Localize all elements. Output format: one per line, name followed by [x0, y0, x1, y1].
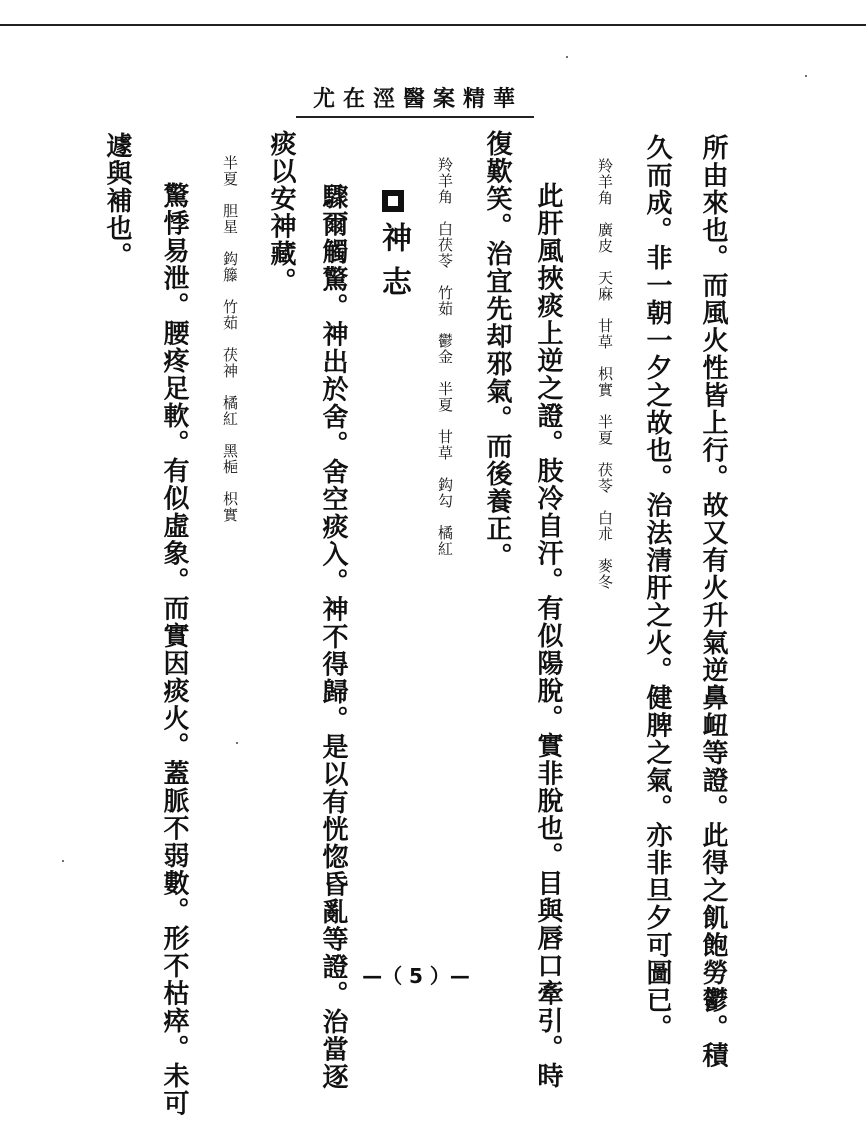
text-column-7: 驚悸易泄。腰疼足軟。有似虛象。而實因痰火。蓋脈不弱數。形不枯瘁。未可: [159, 182, 189, 1117]
section-heading: 神志: [378, 190, 408, 310]
top-border-rule: [0, 24, 866, 26]
text-column-6: 痰以安神藏。: [266, 130, 296, 295]
scan-speck: [566, 56, 568, 58]
scan-speck: [62, 860, 64, 862]
text-column-8: 遽與補也。: [102, 132, 132, 270]
page-number: —（ 5 ）—: [362, 964, 470, 988]
text-column-3: 此肝風挾痰上逆之證。肢冷自汗。有似陽脫。實非脫也。目與唇口牽引。時: [533, 182, 563, 1090]
prescription-column-2: 羚羊角 白茯苓 竹茹 鬱金 半夏 甘草 鈎勾 橘紅: [436, 157, 454, 557]
scan-speck: [805, 75, 807, 77]
header-underline: [296, 116, 534, 118]
scan-speck: [236, 742, 238, 744]
section-marker-icon: [382, 190, 404, 212]
prescription-column-1: 羚羊角 廣皮 天麻 甘草 枳實 半夏 茯苓 白朮 麥冬: [596, 158, 614, 590]
running-header: 尤在涇醫案精華: [312, 86, 523, 112]
text-column-5: 驟爾觸驚。神出於舍。舍空痰入。神不得歸。是以有恍惚昏亂等證。治當逐: [318, 183, 348, 1091]
text-column-1: 所由來也。而風火性皆上行。故又有火升氣逆鼻衄等證。此得之飢飽勞鬱。積: [698, 134, 728, 1069]
prescription-column-3: 半夏 胆星 鈎籐 竹茹 茯神 橘紅 黑梔 枳實: [221, 155, 239, 523]
text-column-4: 復歎笑。治宜先却邪氣。而後養正。: [482, 130, 512, 570]
text-column-2: 久而成。非一朝一夕之故也。治法清肝之火。健脾之氣。亦非旦夕可圖已。: [642, 134, 672, 1042]
